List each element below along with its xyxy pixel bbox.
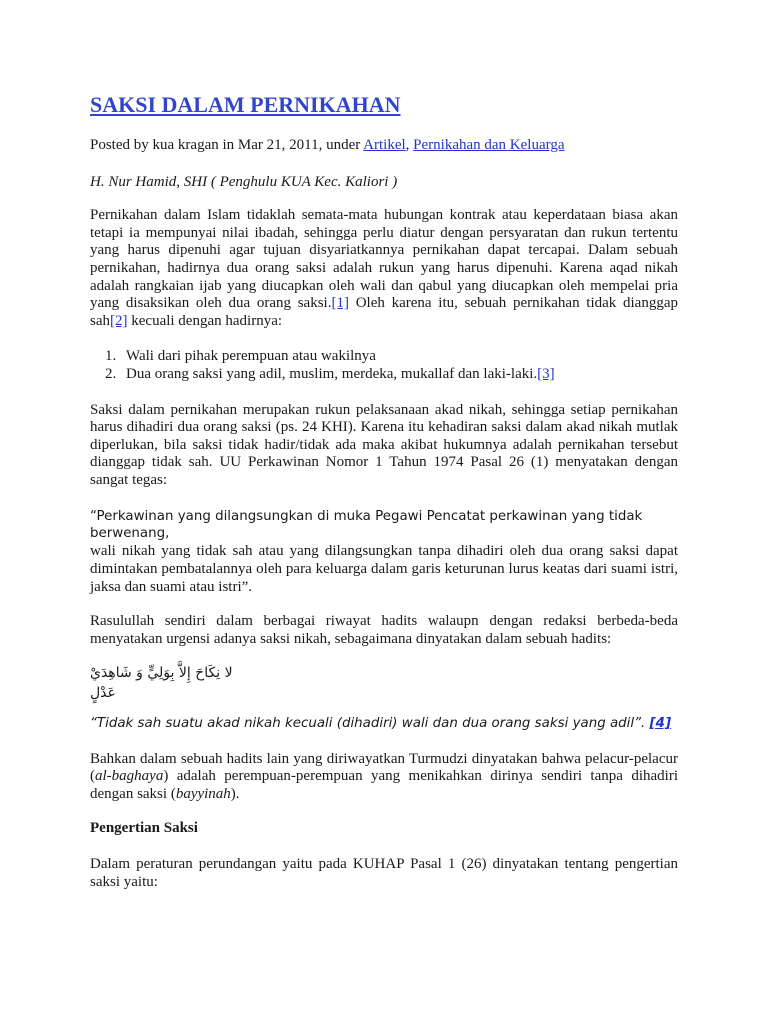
law-quote-line-1: “Perkawinan yang dilangsungkan di muka Pegawi Pencatat perkawinan yang tidak berwenang,	[90, 508, 643, 542]
list-item-text: Dua orang saksi yang adil, muslim, merdeka, mukallaf dan laki-laki.	[126, 365, 538, 382]
law-quote-line-2: wali nikah yang tidak sah atau yang dilangsungkan tanpa dihadiri oleh dua orang saksi dapat dimintakan pembatalannya oleh para keluarga dalam garis keturunan lurus keatas dari suami istri, jaksa dan suami atau istri”.	[90, 543, 678, 595]
list-item	[120, 348, 678, 366]
paragraph-saksi: Saksi dalam pernikahan merupakan rukun pelaksanaan akad nikah, sehingga setiap pernikahan harus dihadiri dua orang saksi (ps. 24 KHI). Karena itu kehadiran saksi dalam akad nikah mutlak diperlukan, bila saksi tidak hadir/tidak ada maka akibat hukumnya adalah pernikahan tersebut dianggap tidak sah. UU Perkawinan Nomor 1 Tahun 1974 Pasal 26 (1) menyatakan dengan sangat tegas:	[90, 401, 678, 488]
category-link-pernikahan[interactable]: Pernikahan dan Keluarga	[413, 137, 565, 153]
footnote-link-2[interactable]: [2]	[110, 312, 128, 329]
post-meta	[90, 137, 678, 155]
paragraph-intro-text-a: Pernikahan dalam Islam tidaklah semata-mata hubungan kontrak atau keperdataan biasa akan tetapi ia mempunyai nilai ibadah, sehingga perlu diatur dengan persyaratan dan rukun tertentu yang harus dipenuhi agar tujuan disyariatkannya pernikahan dapat tercapai. Dalam sebuah pernikahan, hadirnya dua orang saksi adalah rukun yang harus dipenuhi. Karena aqad nikah adalah rangkaian ijab yang diucapkan oleh wali dan qabul yang diucapkan oleh mempelai pria yang disaksikan oleh dua orang saksi.	[90, 207, 678, 312]
footnote-link-4[interactable]: [4]	[649, 715, 672, 731]
author-line: H. Nur Hamid, SHI ( Penghulu KUA Kec. Kaliori )	[90, 173, 398, 190]
hadith-translation	[90, 715, 678, 733]
paragraph-intro-text-c: kecuali dengan hadirnya:	[127, 312, 283, 329]
arabic-hadith: لا نِكَاحَ إِلاَّ بِوَلِيٍّ وَ شَاهِدَيْ عَدْلٍ	[90, 664, 233, 701]
requirements-list	[90, 348, 678, 383]
footnote-link-1[interactable]: [1]	[331, 295, 349, 312]
section-heading: Pengertian Saksi	[90, 820, 198, 837]
term-al-baghaya: al-baghaya	[95, 768, 164, 785]
hadith-translation-text: “Tidak sah suatu akad nikah kecuali (dihadiri) wali dan dua orang saksi yang adil”.	[90, 715, 650, 731]
paragraph-turmudzi	[90, 751, 678, 804]
paragraph-intro-text-b: Oleh karena itu, sebuah pernikahan tidak dianggap sah	[90, 295, 678, 329]
paragraph-turmudzi-c: ).	[230, 785, 240, 802]
list-item	[120, 366, 678, 384]
law-quote	[90, 508, 678, 597]
paragraph-intro	[90, 207, 678, 330]
post-meta-text: Posted by kua kragan in Mar 21, 2011, under	[90, 137, 364, 153]
article	[90, 92, 678, 891]
list-item-text: Wali dari pihak perempuan atau wakilnya	[126, 348, 376, 365]
paragraph-turmudzi-b: ) adalah perempuan-perempuan yang menikahkan dirinya sendiri tanpa dihadiri dengan saksi (	[90, 768, 678, 802]
paragraph-turmudzi-a: Bahkan dalam sebuah hadits lain yang diriwayatkan Turmudzi dinyatakan bahwa pelacur-pelacur (	[90, 750, 678, 785]
paragraph-hadits: Rasulullah sendiri dalam berbagai riwayat hadits walaupn dengan redaksi berbeda-beda menyatakan urgensi adanya saksi nikah, sebagaimana dinyatakan dalam sebuah hadits:	[90, 613, 678, 648]
category-separator: ,	[405, 137, 414, 153]
category-link-artikel[interactable]: Artikel	[363, 137, 406, 153]
footnote-link-3[interactable]: [3]	[537, 365, 555, 382]
paragraph-definition: Dalam peraturan perundangan yaitu pada KUHAP Pasal 1 (26) dinyatakan tentang pengertian saksi yaitu:	[90, 856, 678, 890]
term-bayyinah: bayyinah	[175, 785, 231, 802]
article-title[interactable]: SAKSI DALAM PERNIKAHAN	[90, 92, 401, 117]
